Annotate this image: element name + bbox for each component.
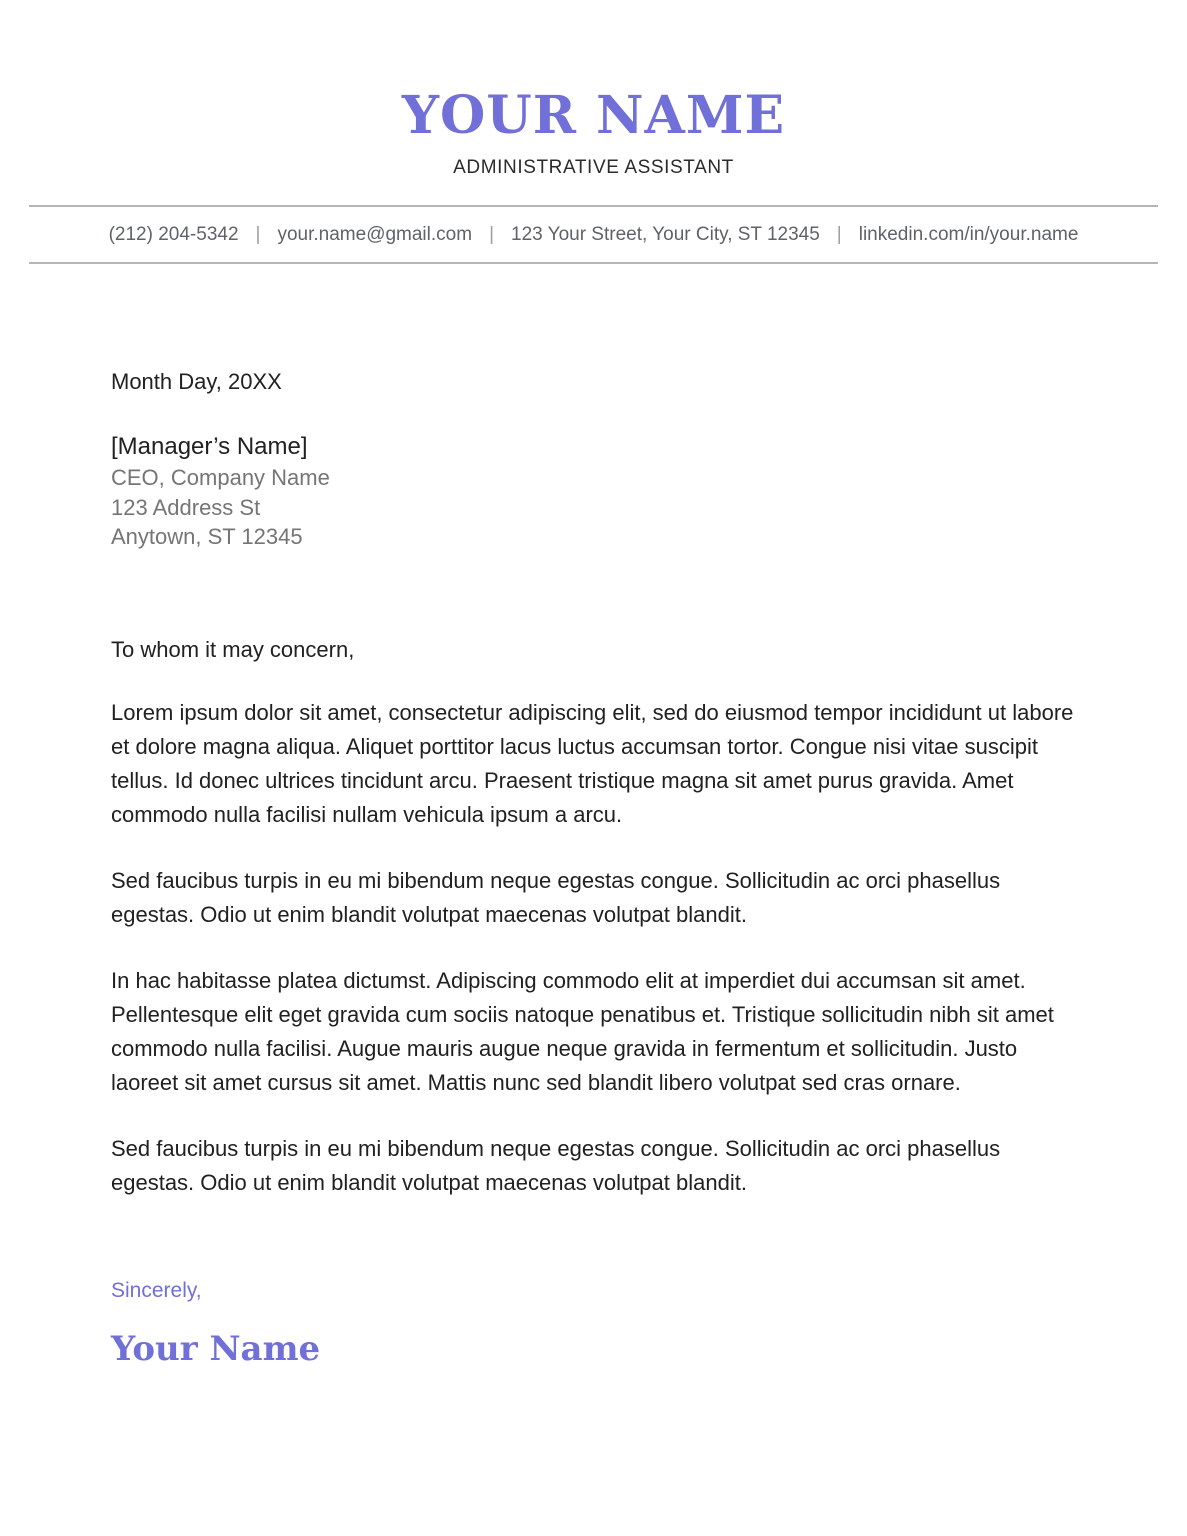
contact-phone: (212) 204-5342: [108, 224, 239, 245]
body-paragraph: Sed faucibus turpis in eu mi bibendum neque egestas congue. Sollicitudin ac orci phasellus egestas. Odio ut enim blandit volutpat maecenas volutpat blandit.: [111, 1135, 1001, 1195]
recipient-title: CEO, Company Name: [111, 465, 330, 490]
recipient-name: [Manager’s Name]: [111, 433, 308, 460]
body-paragraph: In hac habitasse platea dictumst. Adipiscing commodo elit at imperdiet dui accumsan sit amet. Pellentesque elit eget gravida cum sociis natoque penatibus et. Tristique sollicitudin nibh sit amet commodo nulla facilisi. Augue mauris augue neque gravida in fermentum et sollicitudin. Justo laoreet sit amet cursus sit amet. Mattis nunc sed blandit libero volutpat sed cras ornare.: [111, 967, 1054, 1095]
contact-separator: |: [255, 224, 261, 245]
contact-linkedin: linkedin.com/in/your.name: [858, 224, 1079, 245]
recipient-address-line1: 123 Address St: [111, 494, 261, 520]
contact-email: your.name@gmail.com: [277, 224, 473, 245]
contact-bar: [29, 205, 1158, 264]
recipient-block: [111, 430, 1077, 552]
recipient-address-line2: Anytown, ST 12345: [111, 524, 303, 549]
job-title: ADMINISTRATIVE ASSISTANT: [453, 157, 734, 178]
signature-name: Your Name: [111, 1328, 321, 1369]
body-paragraph: Sed faucibus turpis in eu mi bibendum neque egestas congue. Sollicitudin ac orci phasellus egestas. Odio ut enim blandit volutpat maecenas volutpat blandit.: [111, 867, 1001, 927]
contact-separator: |: [836, 224, 842, 245]
closing: Sincerely,: [111, 1278, 202, 1302]
letter-header: [0, 0, 1187, 179]
page-title: YOUR NAME: [401, 85, 786, 146]
body-paragraph: Lorem ipsum dolor sit amet, consectetur adipiscing elit, sed do eiusmod tempor incididunt ut labore et dolore magna aliqua. Aliquet porttitor lacus luctus accumsan tortor. Congue nisi vitae suscipit tellus. Id donec ultrices tincidunt arcu. Praesent tristique magna sit amet purus gravida. Amet commodo nulla facilisi nullam vehicula ipsum a arcu.: [111, 699, 1074, 827]
letter-date: Month Day, 20XX: [111, 369, 282, 394]
contact-address: 123 Your Street, Your City, ST 12345: [511, 224, 820, 245]
letter-body: [111, 368, 1077, 1370]
salutation: To whom it may concern,: [111, 636, 355, 662]
contact-separator: |: [489, 224, 494, 245]
